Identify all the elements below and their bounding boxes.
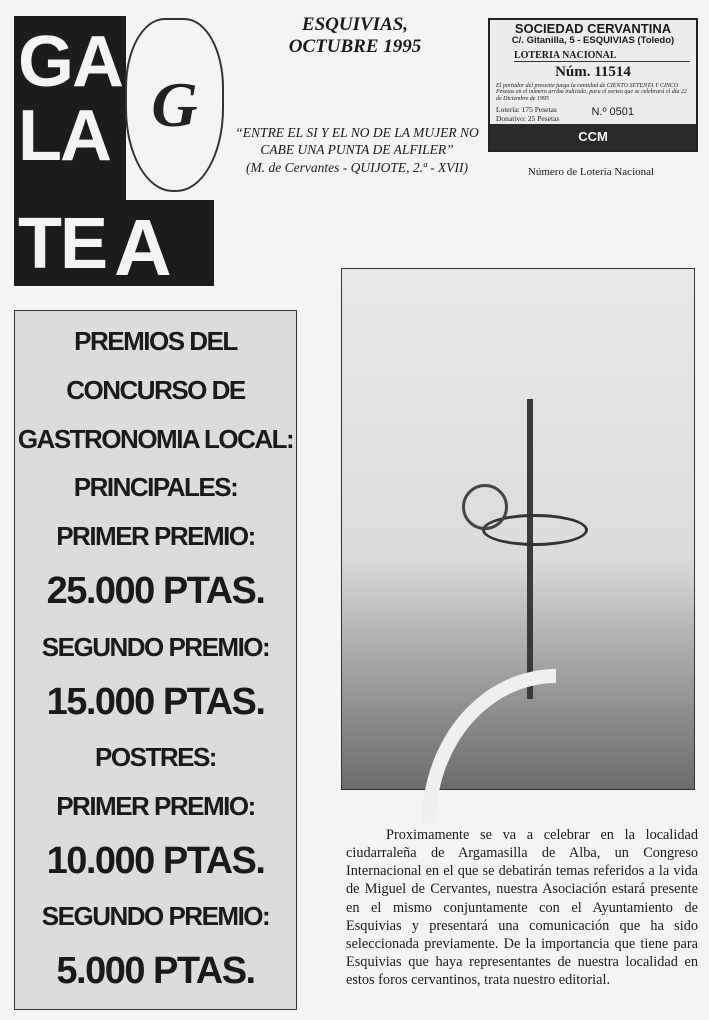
prize-line: SEGUNDO PREMIO: bbox=[41, 901, 270, 932]
prize-line: PRINCIPALES: bbox=[73, 472, 238, 503]
prize-amount: 5.000 PTAS. bbox=[56, 950, 255, 993]
prize-line: POSTRES: bbox=[95, 742, 216, 773]
logo-text-a: A bbox=[114, 203, 170, 292]
prize-amount: 25.000 PTAS. bbox=[46, 570, 265, 613]
sculpture-globe bbox=[462, 484, 508, 530]
crest-emblem-icon bbox=[125, 18, 224, 192]
ticket-address: C/. Gitanilla, 5 - ESQUIVIAS (Toledo) bbox=[511, 35, 675, 47]
ticket-number: Núm. 11514 bbox=[555, 63, 631, 80]
dateline bbox=[260, 14, 450, 58]
article-body: Proximamente se va a celebrar en la localidad ciudarraleña de Argamasilla de Alba, un Congreso Internacional en el que se debatirán temas referidos a la vida de Miguel de Cervantes, nuestra Asociación estará presente en el mismo conjuntamente con el Ayuntamiento de Esquivias y presentará una comunicación que ha sido seleccionada previamente. De la importancia que tiene para Esquivias que haya representantes de nuestra localidad en estos foros cervantinos, trata nuestro editorial. bbox=[346, 827, 698, 989]
ticket-serial: N.º 0501 bbox=[591, 106, 634, 118]
prize-panel bbox=[14, 310, 297, 1010]
prize-line: PRIMER PREMIO: bbox=[56, 791, 255, 821]
prize-line: GASTRONOMIA LOCAL: bbox=[17, 423, 294, 454]
ticket-org: SOCIEDAD CERVANTINA bbox=[514, 21, 672, 36]
prize-line: CONCURSO DE bbox=[66, 374, 245, 405]
ticket-bank-logo: CCM bbox=[578, 129, 608, 144]
ticket-header bbox=[490, 20, 696, 47]
ticket-caption: Número de Lotería Nacional bbox=[527, 166, 655, 178]
sculpture-arc bbox=[422, 669, 556, 823]
logo-text-ga: GA bbox=[18, 22, 122, 102]
prize-amount: 10.000 PTAS. bbox=[46, 839, 265, 882]
ticket-row-donativo: Donativo: 25 Pesetas bbox=[496, 113, 560, 123]
prize-line: SEGUNDO PREMIO: bbox=[41, 631, 270, 662]
sculpture-photo bbox=[341, 268, 695, 790]
dateline-place: ESQUIVIAS, bbox=[301, 14, 409, 35]
sculpture-mast bbox=[527, 399, 533, 699]
epigraph bbox=[232, 124, 482, 176]
lottery-ticket bbox=[488, 18, 698, 152]
ticket-lottery-label: LOTERIA NACIONAL bbox=[514, 50, 690, 62]
ticket-fine-print: El portador del presente juega la cantidad de CIENTO SETENTA Y CINCO Pesetas en el número arriba indicado, para el sorteo que se celebrará el día 22 de Diciembre de 1995 bbox=[496, 82, 687, 102]
prize-line: PREMIOS DEL bbox=[74, 325, 237, 356]
epigraph-text: “ENTRE EL SI Y EL NO DE LA MUJER NO CABE UNA PUNTA DE ALFILER” bbox=[235, 125, 479, 158]
ticket-row-loteria: Lotería: 175 Pesetas bbox=[496, 104, 557, 114]
logo-text-te: TE bbox=[18, 204, 107, 284]
prize-amount: 15.000 PTAS. bbox=[46, 680, 265, 723]
logo-text-la: LA bbox=[18, 96, 110, 176]
epigraph-attribution: (M. de Cervantes - QUIJOTE, 2.ª - XVII) bbox=[246, 159, 468, 175]
ticket-bank-band bbox=[490, 124, 696, 150]
dateline-date: OCTUBRE 1995 bbox=[288, 35, 422, 57]
crest-letter: G bbox=[151, 69, 198, 140]
prize-line: PRIMER PREMIO: bbox=[56, 521, 255, 552]
